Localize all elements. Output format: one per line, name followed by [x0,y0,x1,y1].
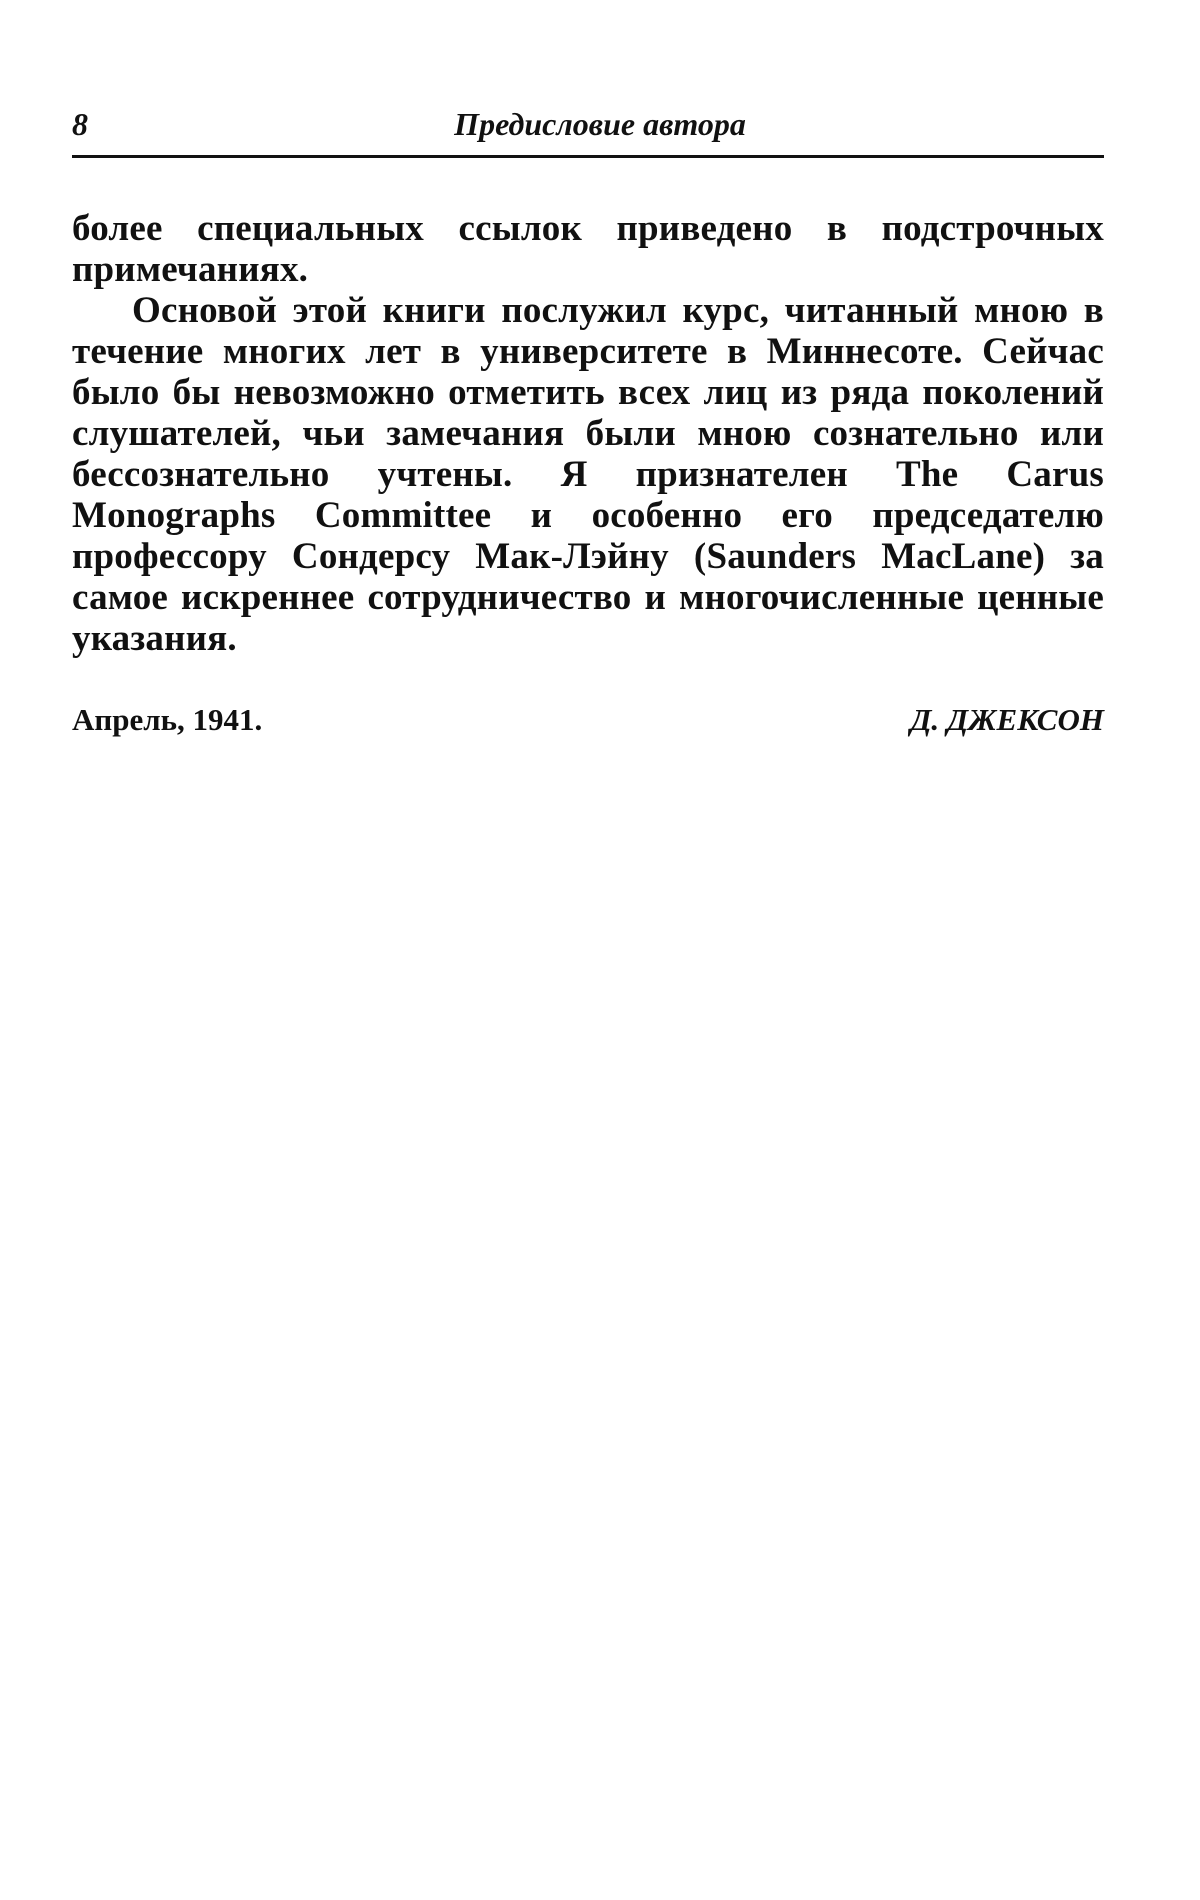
header-rule [72,155,1104,158]
paragraph-acknowledgements: Основой этой книги послужил курс, читанный мною в течение многих лет в университете в Миннесоте. Сейчас было бы невозможно отметить всех лиц из ряда поколений слушателей, чьи замечания были мною сознательно или бессознательно учтены. Я признателен The Carus Monographs Committee и особенно его председателю профессору Сондерсу Мак-Лэйну (Saunders MacLane) за самое искреннее сотрудничество и многочисленные ценные указания. [72,290,1104,659]
running-head [72,104,1104,148]
page-number: 8 [72,106,88,142]
signature-date: Апрель, 1941. [72,702,263,737]
signature-line [72,700,1104,744]
body-text [72,208,1104,659]
paragraph-continued: более специальных ссылок приведено в подстрочных примечаниях. [72,208,1104,290]
signature-author: Д. ДЖЕКСОН [910,702,1104,737]
running-title: Предисловие автора [454,106,746,142]
